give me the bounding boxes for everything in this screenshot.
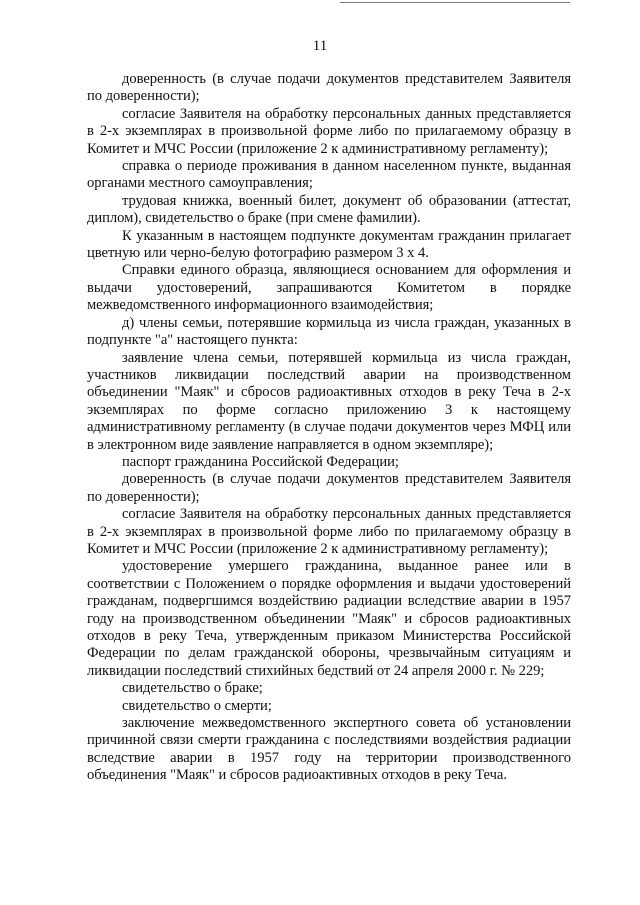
- paragraph-power-of-attorney: доверенность (в случае подачи документов представителем Заявителя по доверенности);: [87, 71, 571, 105]
- top-edge-rule: [340, 2, 570, 3]
- paragraph-power-of-attorney-2: доверенность (в случае подачи документов представителем Заявителя по доверенности);: [87, 471, 571, 505]
- paragraph-family-application: заявление члена семьи, потерявшей кормильца из числа граждан, участников ликвидации последствий аварии на производственном объединении "Маяк" и сбросов радиоактивных отходов в реку Теча в 2-х экземплярах по форме согласно приложению 3 к настоящему административному регламенту (в случае подачи документов через МФЦ или в электронном виде заявление направляется в одном экземпляре);: [87, 349, 571, 453]
- page-number: 11: [312, 38, 328, 54]
- paragraph-passport: паспорт гражданина Российской Федерации;: [122, 453, 399, 470]
- paragraph-death-certificate: свидетельство о смерти;: [122, 697, 272, 714]
- document-body: [87, 71, 571, 785]
- paragraph-consent-2: согласие Заявителя на обработку персональных данных представляется в 2-х экземплярах в произвольной форме либо по прилагаемому образцу в Комитет и МЧС России (приложение 2 к административному регламенту);: [87, 506, 571, 557]
- paragraph-subitem-d: д) члены семьи, потерявшие кормильца из числа граждан, указанных в подпункте "а" настоящего пункта:: [87, 314, 571, 349]
- paragraph-expert-council-conclusion: заключение межведомственного экспертного совета об установлении причинной связи смерти гражданина с последствиями воздействия радиации вследствие аварии в 1957 году на территории производственного объединения "Маяк" и сбросов радиоактивных отходов в реку Теча.: [87, 715, 571, 784]
- paragraph-work-record: трудовая книжка, военный билет, документ об образовании (аттестат, диплом), свидетельство о браке (при смене фамилии).: [87, 192, 571, 227]
- paragraph-deceased-certificate: удостоверение умершего гражданина, выданное ранее или в соответствии с Положением о порядке оформления и выдачи удостоверений гражданам, подвергшимся воздействию радиации вследствие аварии в 1957 году на производственном объединении "Маяк" и сбросов радиоактивных отходов в реку Теча, утвержденным приказом Министерства Российской Федерации по делам гражданской обороны, чрезвычайным ситуациям и ликвидации последствий стихийных бедствий от 24 апреля 2000 г. № 229;: [87, 558, 571, 679]
- paragraph-standard-certificates: Справки единого образца, являющиеся основанием для оформления и выдачи удостоверений, запрашиваются Комитетом в порядке межведомственного информационного взаимодействия;: [87, 262, 571, 314]
- paragraph-residence-certificate: справка о периоде проживания в данном населенном пункте, выданная органами местного самоуправления;: [87, 158, 571, 192]
- paragraph-marriage-certificate: свидетельство о браке;: [122, 680, 263, 697]
- paragraph-photo-requirement: К указанным в настоящем подпункте документам гражданин прилагает цветную или черно-белую фотографию размером 3 x 4.: [87, 227, 571, 262]
- paragraph-consent: согласие Заявителя на обработку персональных данных представляется в 2-х экземплярах в произвольной форме либо по прилагаемому образцу в Комитет и МЧС России (приложение 2 к административному регламенту);: [87, 105, 571, 157]
